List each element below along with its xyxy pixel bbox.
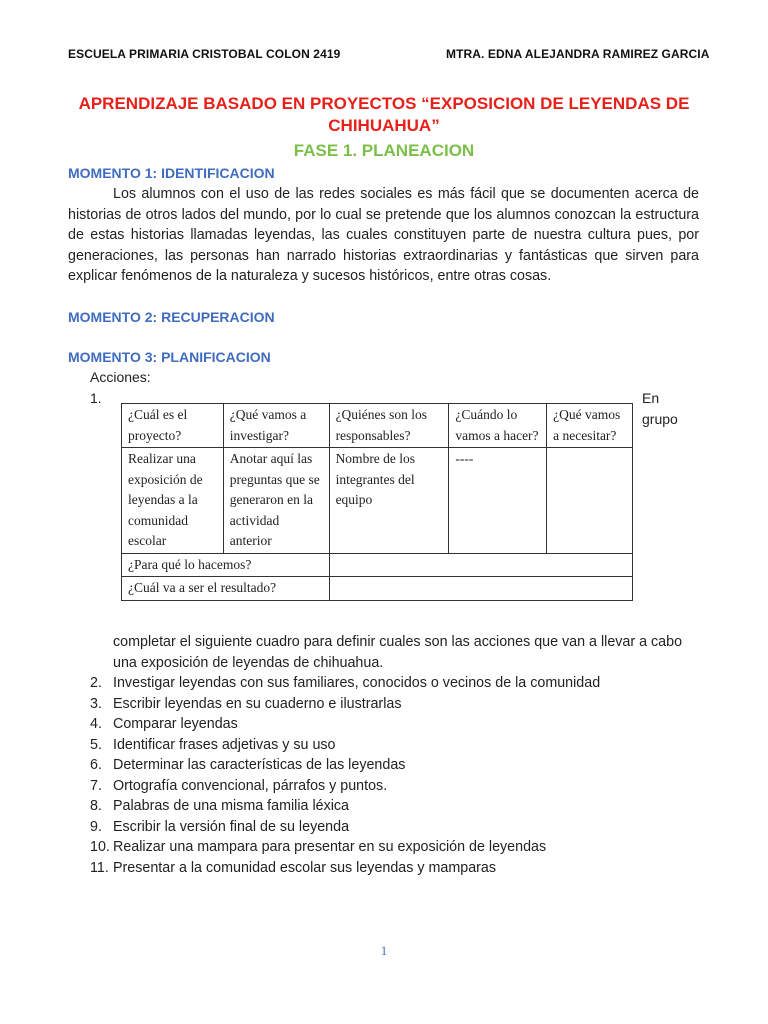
table-cell-para-que: ¿Para qué lo hacemos? (122, 553, 330, 577)
page-number: 1 (380, 943, 388, 958)
table-header-row (122, 404, 633, 448)
list-item (90, 817, 600, 838)
moment-2-heading: MOMENTO 2: RECUPERACION (68, 309, 275, 325)
table-header-cell: ¿Cuándo lo vamos a hacer? (449, 404, 547, 448)
list-item (90, 755, 600, 776)
list-item-number: 8. (90, 798, 102, 814)
list-item-number: 7. (90, 777, 102, 794)
list-item-text: Palabras de una misma familia léxica (113, 798, 350, 814)
moment-1-heading: MOMENTO 1: IDENTIFICACION (68, 165, 275, 181)
title-line-2: CHIHUAHUA” (328, 116, 440, 135)
list-item-number: 6. (90, 757, 102, 773)
list-item (90, 776, 600, 797)
table-cell: Anotar aquí las preguntas que se generaron en la actividad anterior (223, 448, 329, 554)
list-item (90, 714, 600, 735)
list-item-number: 3. (90, 695, 102, 712)
header-teacher: MTRA. EDNA ALEJANDRA RAMIREZ GARCIA (446, 47, 710, 61)
list-item-text: Ortografía convencional, párrafos y puntos. (113, 777, 388, 794)
list-item-number: 5. (90, 736, 102, 753)
table-cell: ---- (449, 448, 547, 554)
list-item (90, 673, 600, 694)
step-1-continuation: completar el siguiente cuadro para definir cuales son las acciones que van a llevar a cabo una exposición de leyendas de chihuahua. (113, 634, 683, 671)
phase-heading: FASE 1. PLANEACION (293, 141, 475, 160)
moment-1-paragraph: Los alumnos con el uso de las redes sociales es más fácil que se documenten acerca de historias de otros lados del mundo, por lo cual se pretende que los alumnos conozcan la estructura de estas historias llamadas leyendas, las cuales constituyen parte de nuestra cultura pues, por generaciones, las personas han narrado historias extraordinarias y fantásticas que sirven para explicar fenómenos de la naturaleza y sucesos históricos, entre otras cosas. (68, 186, 699, 284)
table-row (122, 553, 633, 577)
list-item (90, 858, 600, 879)
table-row (122, 577, 633, 601)
list-item-number: 2. (90, 675, 102, 691)
list-item (90, 837, 600, 858)
list-item-text: Comparar leyendas (113, 716, 238, 732)
table-cell: Realizar una exposición de leyendas a la comunidad escolar (122, 448, 224, 554)
list-item (90, 796, 600, 817)
table-header-cell: ¿Qué vamos a necesitar? (547, 404, 633, 448)
table-cell-empty (329, 553, 632, 577)
step-1-text-grupo: grupo (642, 411, 678, 427)
table-header-cell: ¿Qué vamos a investigar? (223, 404, 329, 448)
header-school: ESCUELA PRIMARIA CRISTOBAL COLON 2419 (68, 47, 341, 61)
table-cell-resultado: ¿Cuál va a ser el resultado? (122, 577, 330, 601)
document-title (60, 93, 708, 137)
actions-label: Acciones: (90, 369, 151, 385)
list-item-text: Investigar leyendas con sus familiares, conocidos o vecinos de la comunidad (113, 675, 601, 691)
list-item (90, 735, 600, 756)
list-item-text: Escribir la versión final de su leyenda (113, 818, 350, 835)
step-1-number: 1. (90, 390, 102, 406)
list-item-text: Realizar una mampara para presentar en su exposición de leyendas (113, 839, 547, 855)
list-item (90, 694, 600, 715)
table-cell (547, 448, 633, 554)
table-cell: Nombre de los integrantes del equipo (329, 448, 449, 554)
list-item-number: 9. (90, 818, 102, 835)
steps-list (90, 673, 600, 878)
moment-3-heading: MOMENTO 3: PLANIFICACION (68, 349, 271, 365)
list-item-number: 11. (90, 859, 109, 876)
step-1-text-en: En (642, 390, 660, 406)
list-item-text: Escribir leyendas en su cuaderno e ilustrarlas (113, 695, 402, 712)
table-header-cell: ¿Cuál es el proyecto? (122, 404, 224, 448)
table-header-cell: ¿Quiénes son los responsables? (329, 404, 449, 448)
list-item-text: Identificar frases adjetivas y su uso (113, 736, 336, 753)
list-item-number: 10. (90, 839, 110, 855)
table-cell-empty (329, 577, 632, 601)
list-item-number: 4. (90, 716, 102, 732)
list-item-text: Determinar las características de las leyendas (113, 757, 406, 773)
table-row (122, 448, 633, 554)
planning-table (121, 403, 633, 601)
title-line-1: APRENDIZAJE BASADO EN PROYECTOS “EXPOSICION DE LEYENDAS DE (78, 94, 690, 113)
list-item-text: Presentar a la comunidad escolar sus leyendas y mamparas (113, 859, 497, 876)
